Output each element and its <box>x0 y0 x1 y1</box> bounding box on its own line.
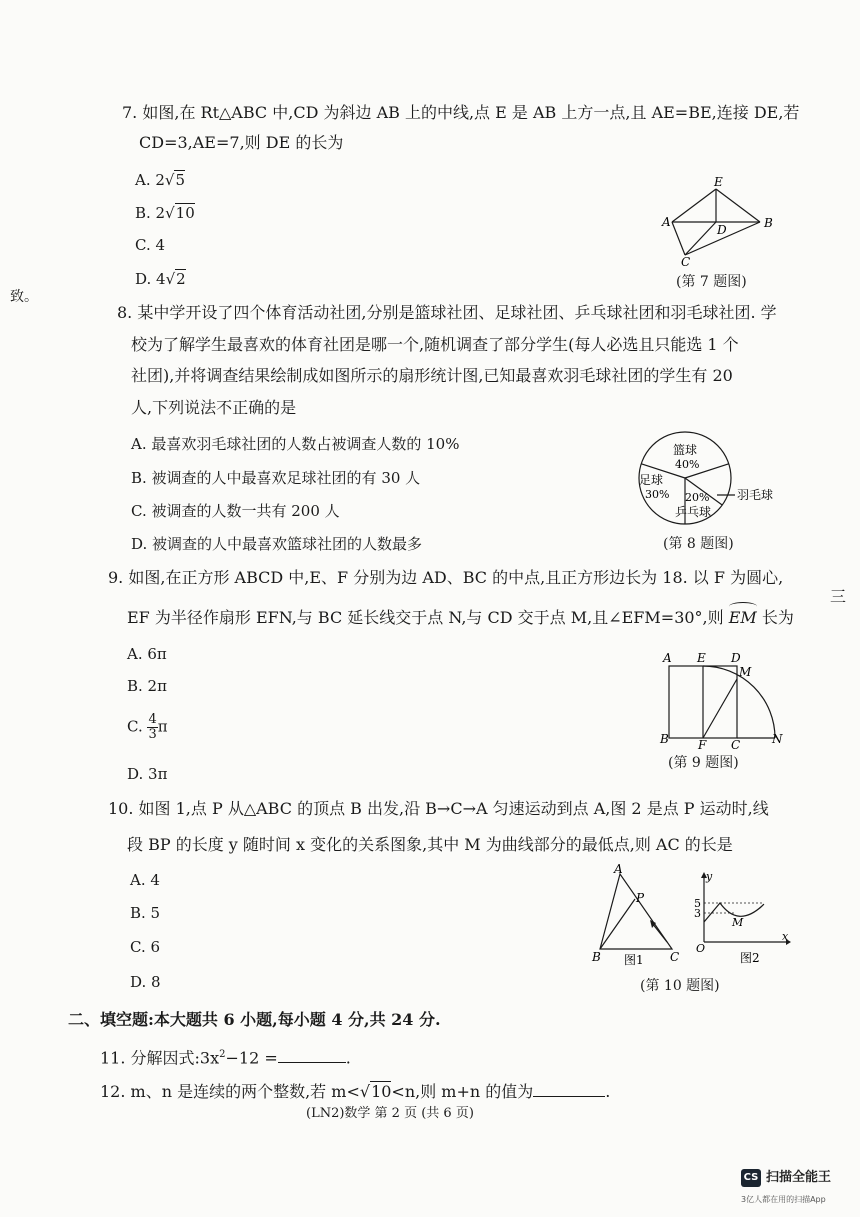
q9-label-m: M <box>739 665 752 679</box>
q8-option-a: A. 最喜欢羽毛球社团的人数占被调查人数的 10% <box>131 435 460 453</box>
q10-tick-5: 5 <box>694 897 701 910</box>
watermark-app-name: 扫描全能王 <box>766 1170 832 1185</box>
q8-option-c: C. 被调查的人数一共有 200 人 <box>131 502 340 520</box>
margin-fragment-right: 三 <box>830 587 847 606</box>
pie-label-lanqiu: 篮球 <box>673 443 698 457</box>
q10-label-m: M <box>732 916 744 929</box>
q7-caption: (第 7 题图) <box>676 274 747 290</box>
q9-label-b: B <box>660 732 669 746</box>
question-11: 11. 分解因式$:3x^2-12$ = . <box>100 1048 351 1068</box>
q7-stem-line2: CD=3,AE=7,则 DE 的长为 <box>139 133 344 152</box>
q10-fig2-label: 图2 <box>740 951 760 965</box>
q10-figure-2 <box>690 868 795 968</box>
q7-option-a: A. 2√5 <box>135 171 186 189</box>
q10-option-a: A. 4 <box>130 871 160 889</box>
q12-answer-blank <box>533 1082 605 1097</box>
q7-option-c: C. 4 <box>135 236 166 254</box>
q10-caption: (第 10 题图) <box>640 978 720 994</box>
margin-fragment-left: 致。 <box>10 289 38 305</box>
q9-label-n: N <box>772 732 783 746</box>
q9-option-b: B. 2π <box>127 677 167 695</box>
q8-pie-chart <box>635 428 795 528</box>
arc-em: EM <box>729 608 757 628</box>
q7-label-b: B <box>764 216 773 230</box>
pie-pct-lanqiu: 40% <box>675 458 700 471</box>
pie-label-pingpang: 乒乓球 <box>675 505 712 519</box>
q8-stem-line1: 8. 某中学开设了四个体育活动社团,分别是篮球社团、足球社团、乒乓球社团和羽毛球社团. 学 <box>117 303 777 322</box>
q9-figure <box>655 650 790 750</box>
q7-option-d: D. 4√2 <box>135 270 186 288</box>
q8-option-d: D. 被调查的人中最喜欢篮球社团的人数最多 <box>131 535 423 553</box>
q9-label-f: F <box>698 738 707 750</box>
q7-label-d: D <box>717 223 727 237</box>
q8-stem-line4: 人,下列说法不正确的是 <box>131 398 297 417</box>
q7-label-c: C <box>681 255 691 268</box>
q9-label-d: D <box>731 651 741 665</box>
section-2-heading: 二、填空题:本大题共 6 小题,每小题 4 分,共 24 分. <box>68 1010 441 1029</box>
page-footer: (LN2)数学 第 2 页 (共 6 页) <box>306 1106 474 1121</box>
pie-label-zuqiu: 足球 <box>639 473 664 487</box>
question-12: 12. m、n 是连续的两个整数,若 m<√10<n,则 m+n 的值为 . <box>100 1082 611 1101</box>
q9-option-d: D. 3π <box>127 765 168 783</box>
q10-axis-y: y <box>706 870 713 883</box>
pie-pct-zuqiu: 30% <box>645 488 670 501</box>
q9-label-e: E <box>697 651 706 665</box>
pie-pct-pingpang: 20% <box>685 491 710 504</box>
q10-label-o: O <box>696 942 706 955</box>
q10-stem-line1: 10. 如图 1,点 P 从△ABC 的顶点 B 出发,沿 B→C→A 匀速运动到点 A,图 2 是点 P 运动时,线 <box>108 799 769 818</box>
q9-option-c: C. $\frac{4}{3}$ π <box>127 712 168 742</box>
q10-label-a: A <box>614 862 623 876</box>
q10-option-b: B. 5 <box>130 904 161 922</box>
q10-label-c: C <box>670 950 680 964</box>
q10-label-p: P <box>636 891 645 905</box>
q9-stem-line1: 9. 如图,在正方形 ABCD 中,E、F 分别为边 AD、BC 的中点,且正方形边长为 18. 以 F 为圆心, <box>108 568 784 587</box>
q10-tick-3: 3 <box>694 907 701 920</box>
q7-label-a: A <box>662 215 671 229</box>
q10-stem-line2: 段 BP 的长度 y 随时间 x 变化的关系图象,其中 M 为曲线部分的最低点,则 AC 的长是 <box>127 835 733 854</box>
q7-figure <box>660 172 780 268</box>
q11-answer-blank <box>278 1048 346 1063</box>
q9-label-a: A <box>663 651 672 665</box>
pie-label-yumaoqiu: 羽毛球 <box>737 488 774 502</box>
q10-figure-1 <box>588 862 688 968</box>
q7-stem-line1: 7. 如图,在 Rt△ABC 中,CD 为斜边 AB 上的中线,点 E 是 AB 上方一点,且 AE=BE,连接 DE,若 <box>122 103 800 122</box>
q8-caption: (第 8 题图) <box>663 536 734 552</box>
q10-axis-x: x <box>782 930 789 943</box>
q8-stem-line3: 社团),并将调查结果绘制成如图所示的扇形统计图,已知最喜欢羽毛球社团的学生有 20 <box>131 366 733 385</box>
q10-option-d: D. 8 <box>130 973 161 991</box>
q9-option-a: A. 6π <box>127 645 167 663</box>
q9-stem-line2: EF 为半径作扇形 EFN,与 BC 延长线交于点 N,与 CD 交于点 M,且∠EFM=30°,则 EM 长为 <box>127 608 794 628</box>
q9-caption: (第 9 题图) <box>668 755 739 771</box>
q7-label-e: E <box>714 175 723 189</box>
q7-option-b: B. 2√10 <box>135 204 195 222</box>
q10-option-c: C. 6 <box>130 938 161 956</box>
q10-fig1-label: 图1 <box>624 953 644 967</box>
q8-stem-line2: 校为了解学生最喜欢的体育社团是哪一个,随机调查了部分学生(每人必选且只能选 1 个 <box>131 335 739 354</box>
watermark-tagline: 3亿人都在用的扫描App <box>741 1195 826 1204</box>
q10-label-b: B <box>592 950 601 964</box>
q8-option-b: B. 被调查的人中最喜欢足球社团的有 30 人 <box>131 469 421 487</box>
q9-label-c: C <box>731 738 741 750</box>
camscanner-logo: CS <box>741 1169 761 1187</box>
fraction-four-thirds: $\frac{4}{3}$ <box>148 712 157 742</box>
